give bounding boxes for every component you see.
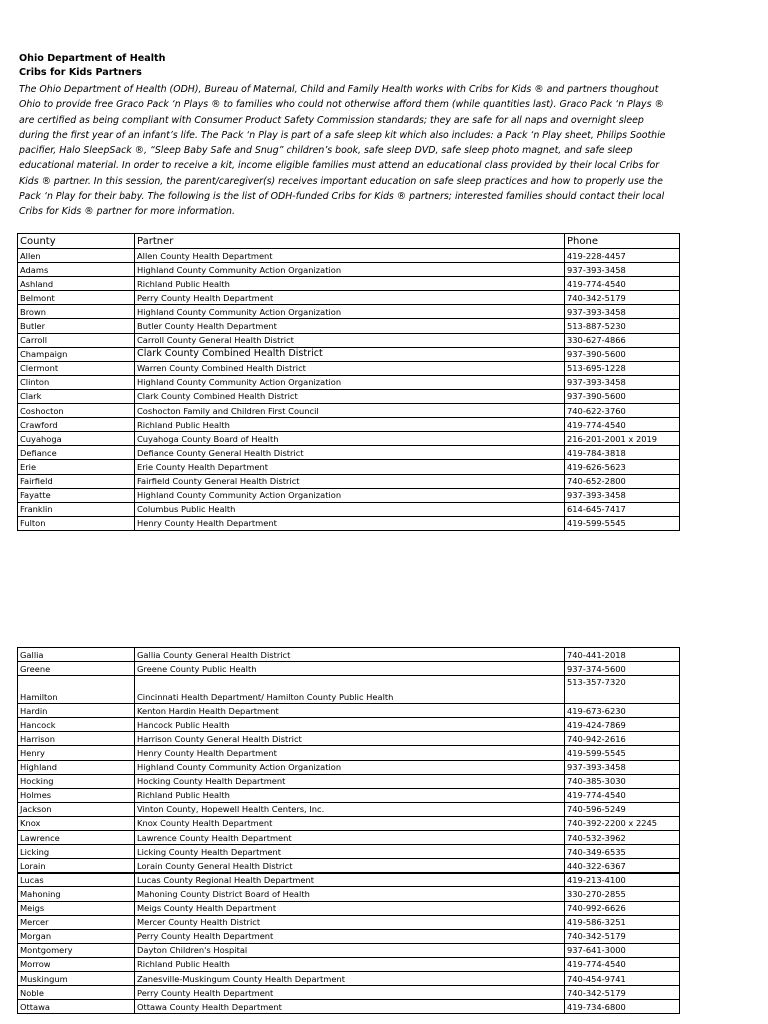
phone-cell: 740-441-2018	[565, 648, 680, 662]
county-cell: Fayatte	[18, 488, 135, 502]
partner-cell: Cuyahoga County Board of Health	[135, 432, 565, 446]
phone-cell: 740-942-2616	[565, 732, 680, 746]
county-cell: Knox	[18, 816, 135, 830]
intro-paragraph: The Ohio Department of Health (ODH), Bureau of Maternal, Child and Family Health works with Cribs for Kids ® and partners thoughout Ohio to provide free Graco Pack ‘n Plays ® to families who could not otherwise afford them (while quantities last). Graco Pack ‘n Plays ® are certified as being compliant with Consumer Product Safety Commission standards; they are safe for all naps and overnight sleep during the first year of an infant’s life. The Pack ‘n Play is part of a safe sleep kit which also includes: a Pack ‘n Play sheet, Philips Soothie pacifier, Halo SleepSack ®, “Sleep Baby Safe and Snug” children’s book, safe sleep DVD, safe sleep photo magnet, and safe sleep educational material. In order to receive a kit, income eligible families must attend an educational class provided by their local Cribs for Kids ® partner. In this session, the parent/caregiver(s) receives important education on safe sleep practices and how to properly use the Pack ‘n Play for their baby. The following is the list of ODH-funded Cribs for Kids ® partners; interested families should contact their local Cribs for Kids ® partner for more information.	[19, 84, 666, 218]
table-row	[18, 263, 680, 277]
column-header-county: County	[18, 234, 135, 249]
table-row	[18, 404, 680, 418]
phone-cell: 419-673-6230	[565, 704, 680, 718]
table-row	[18, 319, 680, 333]
phone-cell: 440-322-6367	[565, 859, 680, 873]
phone-cell: 614-645-7417	[565, 502, 680, 516]
county-cell: Franklin	[18, 502, 135, 516]
phone-cell: 513-695-1228	[565, 361, 680, 375]
phone-cell: 330-627-4866	[565, 333, 680, 347]
county-cell: Montgomery	[18, 943, 135, 957]
table-row	[18, 460, 680, 474]
table-row	[18, 831, 680, 845]
partner-cell: Fairfield County General Health District	[135, 474, 565, 488]
table-row	[18, 788, 680, 802]
county-cell: Hancock	[18, 718, 135, 732]
table-row	[18, 873, 680, 887]
partner-cell: Henry County Health Department	[135, 516, 565, 530]
partner-cell: Richland Public Health	[135, 957, 565, 971]
partner-cell: Mahoning County District Board of Health	[135, 887, 565, 901]
partner-cell: Licking County Health Department	[135, 845, 565, 859]
phone-cell: 216-201-2001 x 2019	[565, 432, 680, 446]
table-row	[18, 901, 680, 915]
county-cell: Lucas	[18, 873, 135, 887]
partner-cell: Columbus Public Health	[135, 502, 565, 516]
table-row	[18, 971, 680, 985]
county-cell: Meigs	[18, 901, 135, 915]
partner-cell: Zanesville-Muskingum County Health Department	[135, 971, 565, 985]
county-cell: Fairfield	[18, 474, 135, 488]
partner-cell: Allen County Health Department	[135, 249, 565, 263]
county-cell: Fulton	[18, 516, 135, 530]
table-row	[18, 1000, 680, 1014]
phone-cell: 937-641-3000	[565, 943, 680, 957]
table-row	[18, 662, 680, 676]
county-cell: Hamilton	[18, 676, 135, 704]
county-cell: Mahoning	[18, 887, 135, 901]
county-cell: Belmont	[18, 291, 135, 305]
partner-cell: Highland County Community Action Organization	[135, 263, 565, 277]
partner-cell: Knox County Health Department	[135, 816, 565, 830]
phone-cell: 419-774-4540	[565, 957, 680, 971]
table-row	[18, 648, 680, 662]
table-row	[18, 347, 680, 361]
partner-cell: Cincinnati Health Department/ Hamilton County Public Health	[135, 676, 565, 704]
table-row	[18, 361, 680, 375]
county-cell: Licking	[18, 845, 135, 859]
partner-cell: Ottawa County Health Department	[135, 1000, 565, 1014]
table-row	[18, 389, 680, 403]
phone-cell: 419-599-5545	[565, 746, 680, 760]
table-row	[18, 249, 680, 263]
phone-cell: 419-213-4100	[565, 873, 680, 887]
phone-cell: 330-270-2855	[565, 887, 680, 901]
partner-cell: Harrison County General Health District	[135, 732, 565, 746]
table-row	[18, 277, 680, 291]
partner-cell: Hocking County Health Department	[135, 774, 565, 788]
partner-cell: Carroll County General Health District	[135, 333, 565, 347]
partner-cell: Warren County Combined Health District	[135, 361, 565, 375]
county-cell: Cuyahoga	[18, 432, 135, 446]
partner-cell: Perry County Health Department	[135, 986, 565, 1000]
table-row	[18, 746, 680, 760]
phone-cell: 419-734-6800	[565, 1000, 680, 1014]
county-cell: Champaign	[18, 347, 135, 361]
table-row	[18, 887, 680, 901]
partner-cell: Clark County Combined Health District	[135, 389, 565, 403]
county-cell: Lorain	[18, 859, 135, 873]
phone-cell: 740-349-6535	[565, 845, 680, 859]
phone-cell: 937-393-3458	[565, 305, 680, 319]
county-cell: Carroll	[18, 333, 135, 347]
table-row	[18, 986, 680, 1000]
partner-cell: Mercer County Health District	[135, 915, 565, 929]
table-row	[18, 333, 680, 347]
phone-cell: 740-385-3030	[565, 774, 680, 788]
partner-cell: Hancock Public Health	[135, 718, 565, 732]
partner-cell: Highland County Community Action Organization	[135, 375, 565, 389]
phone-cell: 740-342-5179	[565, 929, 680, 943]
phone-cell: 419-424-7869	[565, 718, 680, 732]
county-cell: Gallia	[18, 648, 135, 662]
partner-cell: Lawrence County Health Department	[135, 831, 565, 845]
document-subtitle: Cribs for Kids Partners	[19, 66, 142, 78]
county-cell: Morgan	[18, 929, 135, 943]
org-title: Ohio Department of Health	[19, 53, 166, 64]
phone-cell: 937-374-5600	[565, 662, 680, 676]
county-cell: Erie	[18, 460, 135, 474]
partner-cell: Defiance County General Health District	[135, 446, 565, 460]
table-header-row	[18, 234, 680, 249]
county-cell: Ashland	[18, 277, 135, 291]
table-row	[18, 859, 680, 873]
county-cell: Clermont	[18, 361, 135, 375]
table-row	[18, 732, 680, 746]
table-row	[18, 943, 680, 957]
county-cell: Noble	[18, 986, 135, 1000]
table-row	[18, 915, 680, 929]
phone-cell: 937-390-5600	[565, 389, 680, 403]
county-cell: Clark	[18, 389, 135, 403]
partner-cell: Perry County Health Department	[135, 291, 565, 305]
county-cell: Allen	[18, 249, 135, 263]
county-cell: Jackson	[18, 802, 135, 816]
phone-cell: 419-784-3818	[565, 446, 680, 460]
partner-cell: Highland County Community Action Organization	[135, 305, 565, 319]
county-cell: Morrow	[18, 957, 135, 971]
column-header-phone: Phone	[565, 234, 680, 249]
partner-cell: Lucas County Regional Health Department	[135, 873, 565, 887]
table-row	[18, 929, 680, 943]
partners-table-1	[17, 233, 680, 531]
county-cell: Lawrence	[18, 831, 135, 845]
table-row	[18, 418, 680, 432]
county-cell: Ottawa	[18, 1000, 135, 1014]
phone-cell: 937-393-3458	[565, 263, 680, 277]
county-cell: Holmes	[18, 788, 135, 802]
table-row	[18, 774, 680, 788]
table-row	[18, 488, 680, 502]
partners-table-2	[17, 647, 680, 1014]
county-cell: Muskingum	[18, 971, 135, 985]
table-row	[18, 957, 680, 971]
partner-cell: Lorain County General Health District	[135, 859, 565, 873]
phone-cell: 740-992-6626	[565, 901, 680, 915]
partner-cell: Richland Public Health	[135, 277, 565, 291]
phone-cell: 740-454-9741	[565, 971, 680, 985]
partner-cell: Meigs County Health Department	[135, 901, 565, 915]
table-row	[18, 718, 680, 732]
phone-cell: 937-390-5600	[565, 347, 680, 361]
phone-cell: 740-532-3962	[565, 831, 680, 845]
table-row	[18, 704, 680, 718]
county-cell: Highland	[18, 760, 135, 774]
table-row	[18, 802, 680, 816]
phone-cell: 419-774-4540	[565, 418, 680, 432]
phone-cell: 419-599-5545	[565, 516, 680, 530]
county-cell: Mercer	[18, 915, 135, 929]
table-row	[18, 502, 680, 516]
phone-cell: 740-596-5249	[565, 802, 680, 816]
partner-cell: Greene County Public Health	[135, 662, 565, 676]
partner-cell: Erie County Health Department	[135, 460, 565, 474]
table-row	[18, 474, 680, 488]
table-row	[18, 432, 680, 446]
county-cell: Defiance	[18, 446, 135, 460]
phone-cell: 419-626-5623	[565, 460, 680, 474]
partner-cell: Highland County Community Action Organization	[135, 488, 565, 502]
partner-cell: Gallia County General Health District	[135, 648, 565, 662]
partner-cell: Vinton County, Hopewell Health Centers, Inc.	[135, 802, 565, 816]
partner-cell: Perry County Health Department	[135, 929, 565, 943]
county-cell: Hocking	[18, 774, 135, 788]
table-row	[18, 676, 680, 704]
county-cell: Coshocton	[18, 404, 135, 418]
county-cell: Hardin	[18, 704, 135, 718]
county-cell: Clinton	[18, 375, 135, 389]
county-cell: Harrison	[18, 732, 135, 746]
phone-cell: 740-342-5179	[565, 986, 680, 1000]
phone-cell: 937-393-3458	[565, 488, 680, 502]
table-row	[18, 305, 680, 319]
phone-cell: 419-774-4540	[565, 277, 680, 291]
table-row	[18, 291, 680, 305]
phone-cell: 740-622-3760	[565, 404, 680, 418]
county-cell: Adams	[18, 263, 135, 277]
document-heading	[19, 52, 689, 79]
partner-cell: Dayton Children's Hospital	[135, 943, 565, 957]
county-cell: Brown	[18, 305, 135, 319]
partner-cell: Butler County Health Department	[135, 319, 565, 333]
partner-cell: Kenton Hardin Health Department	[135, 704, 565, 718]
partner-cell: Henry County Health Department	[135, 746, 565, 760]
phone-cell: 513-887-5230	[565, 319, 680, 333]
phone-cell: 740-342-5179	[565, 291, 680, 305]
phone-cell: 937-393-3458	[565, 760, 680, 774]
phone-cell: 937-393-3458	[565, 375, 680, 389]
phone-cell: 419-774-4540	[565, 788, 680, 802]
phone-cell: 419-586-3251	[565, 915, 680, 929]
partner-cell: Richland Public Health	[135, 788, 565, 802]
phone-cell: 513-357-7320	[565, 676, 680, 704]
county-cell: Crawford	[18, 418, 135, 432]
partner-cell: Clark County Combined Health District	[135, 347, 565, 361]
county-cell: Butler	[18, 319, 135, 333]
county-cell: Greene	[18, 662, 135, 676]
partner-cell: Coshocton Family and Children First Council	[135, 404, 565, 418]
table-row	[18, 845, 680, 859]
partner-cell: Richland Public Health	[135, 418, 565, 432]
table-row	[18, 816, 680, 830]
county-cell: Henry	[18, 746, 135, 760]
phone-cell: 740-652-2800	[565, 474, 680, 488]
column-header-partner: Partner	[135, 234, 565, 249]
table-row	[18, 516, 680, 530]
table-row	[18, 375, 680, 389]
partner-cell: Highland County Community Action Organization	[135, 760, 565, 774]
table-row	[18, 760, 680, 774]
phone-cell: 419-228-4457	[565, 249, 680, 263]
phone-cell: 740-392-2200 x 2245	[565, 816, 680, 830]
table-row	[18, 446, 680, 460]
